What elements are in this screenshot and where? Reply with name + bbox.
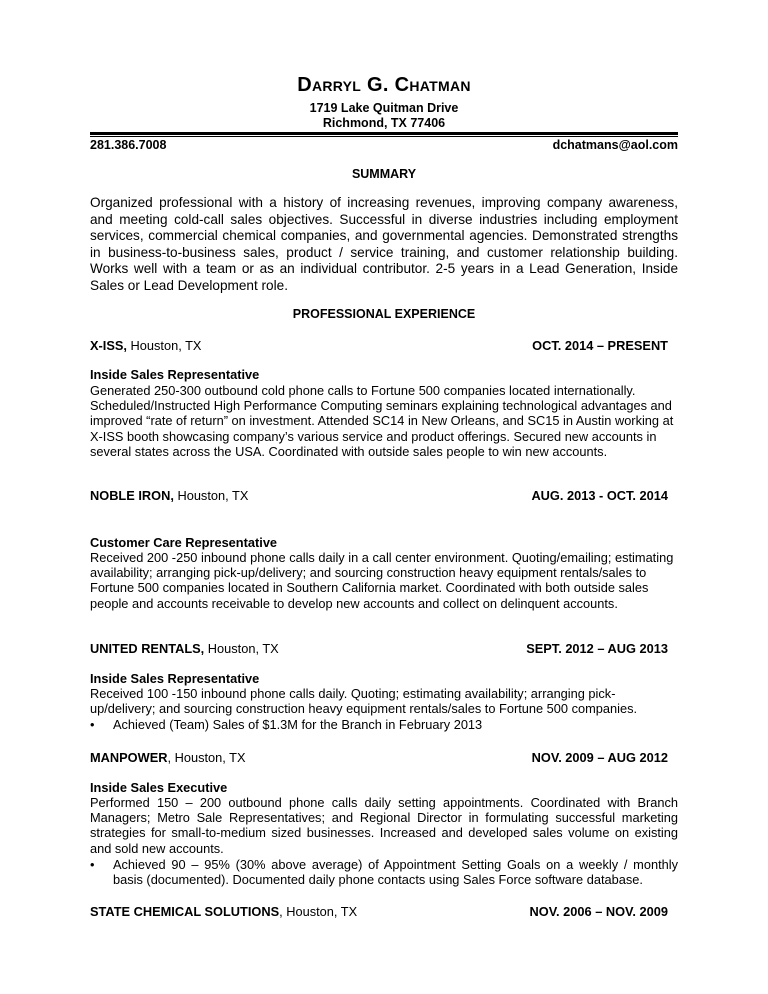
job-description: Performed 150 – 200 outbound phone calls daily setting appointments. Coordinated with Branch Managers; Metro Sale Representatives; and Regional Director in formulating successful marketing strategies for small-to-medium sized businesses. Increased and developed sales volume on existing and sold new accounts.: [90, 795, 678, 856]
experience-heading: PROFESSIONAL EXPERIENCE: [292, 307, 476, 321]
bullet-dot: •: [90, 857, 95, 872]
job-header-manpower: [90, 750, 678, 765]
company-location: Houston, TX: [173, 488, 249, 503]
phone-number: 281.386.7008: [90, 138, 167, 152]
name-last: Chatman: [394, 74, 471, 96]
achievement-text: Achieved 90 – 95% (30% above average) of Appointment Setting Goals on a weekly / monthly basis (documented). Documented daily phone contacts using Sales Force software database.: [113, 857, 678, 888]
achievement-bullet: [90, 857, 678, 887]
job-dates: NOV. 2006 – NOV. 2009: [529, 904, 668, 919]
job-description: Received 200 -250 inbound phone calls daily in a call center environment. Quoting/emailing; estimating availability; arranging pick-up/delivery; and sourcing construction heavy equipment rentals/sales to Fortune 500 companies located in Southern California market. Coordinated with both outside sales people and accounts receivable to develop new accounts and collect on delinquent accounts.: [90, 550, 674, 611]
header-rule-thin: [90, 136, 678, 137]
job-dates: NOV. 2009 – AUG 2012: [531, 750, 668, 765]
company-location: , Houston, TX: [279, 904, 358, 919]
job-header-noble-iron: [90, 488, 678, 503]
achievement-bullet: [90, 717, 678, 732]
job-header-united-rentals: [90, 641, 678, 656]
job-description: Received 100 -150 inbound phone calls daily. Quoting; estimating availability; arranging pick-up/delivery; and sourcing construction heavy equipment rentals/sales to Fortune 500 companies.: [90, 686, 638, 717]
name-first: Darryl: [297, 74, 362, 96]
job-dates: SEPT. 2012 – AUG 2013: [526, 641, 668, 656]
job-header-state-chemical: [90, 904, 678, 919]
bullet-dot: •: [90, 717, 95, 732]
address-line-1: 1719 Lake Quitman Drive: [309, 101, 459, 115]
company-location: , Houston, TX: [167, 750, 246, 765]
address-line-2: Richmond, TX 77406: [322, 116, 446, 130]
job-title: Inside Sales Representative: [90, 367, 260, 382]
job-title: Inside Sales Executive: [90, 780, 228, 795]
achievement-text: Achieved (Team) Sales of $1.3M for the Branch in February 2013: [113, 717, 483, 732]
summary-text: Organized professional with a history of increasing revenues, improving company awareness, and meeting cold-call sales objectives. Successful in diverse industries including employment services, commercial chemical companies, and governmental agencies. Demonstrated strengths in business-to-business sales, product / service training, and customer relationship building. Works well with a team or as an individual contributor. 2-5 years in a Lead Generation, Inside Sales or Lead Development role.: [90, 195, 678, 293]
job-description: Generated 250-300 outbound cold phone calls to Fortune 500 companies located internationally. Scheduled/Instructed High Performance Computing seminars explaining technological advantages and improved “rate of return” on investment. Attended SC14 in New Orleans, and SC15 in Austin working at X-ISS booth showcasing company’s various service and product offerings. Secured new accounts in several states across the USA. Coordinated with outside sales people to win new accounts.: [90, 383, 674, 459]
job-title: Customer Care Representative: [90, 535, 278, 550]
header-rule-thick: [90, 132, 678, 135]
job-dates: OCT. 2014 – PRESENT: [532, 338, 668, 353]
job-dates: AUG. 2013 - OCT. 2014: [531, 488, 668, 503]
name-middle: G.: [367, 74, 389, 96]
company-name: MANPOWER: [90, 750, 168, 765]
company-name: STATE CHEMICAL SOLUTIONS: [90, 904, 280, 919]
summary-heading: SUMMARY: [351, 167, 417, 181]
job-title: Inside Sales Representative: [90, 671, 260, 686]
company-name: X-ISS,: [90, 338, 127, 353]
job-header-xiss: [90, 338, 678, 353]
company-name: UNITED RENTALS,: [90, 641, 205, 656]
company-name: NOBLE IRON,: [90, 488, 174, 503]
candidate-name: [0, 74, 768, 97]
email-address: dchatmans@aol.com: [552, 138, 678, 152]
company-location: Houston, TX: [126, 338, 202, 353]
company-location: Houston, TX: [204, 641, 279, 656]
